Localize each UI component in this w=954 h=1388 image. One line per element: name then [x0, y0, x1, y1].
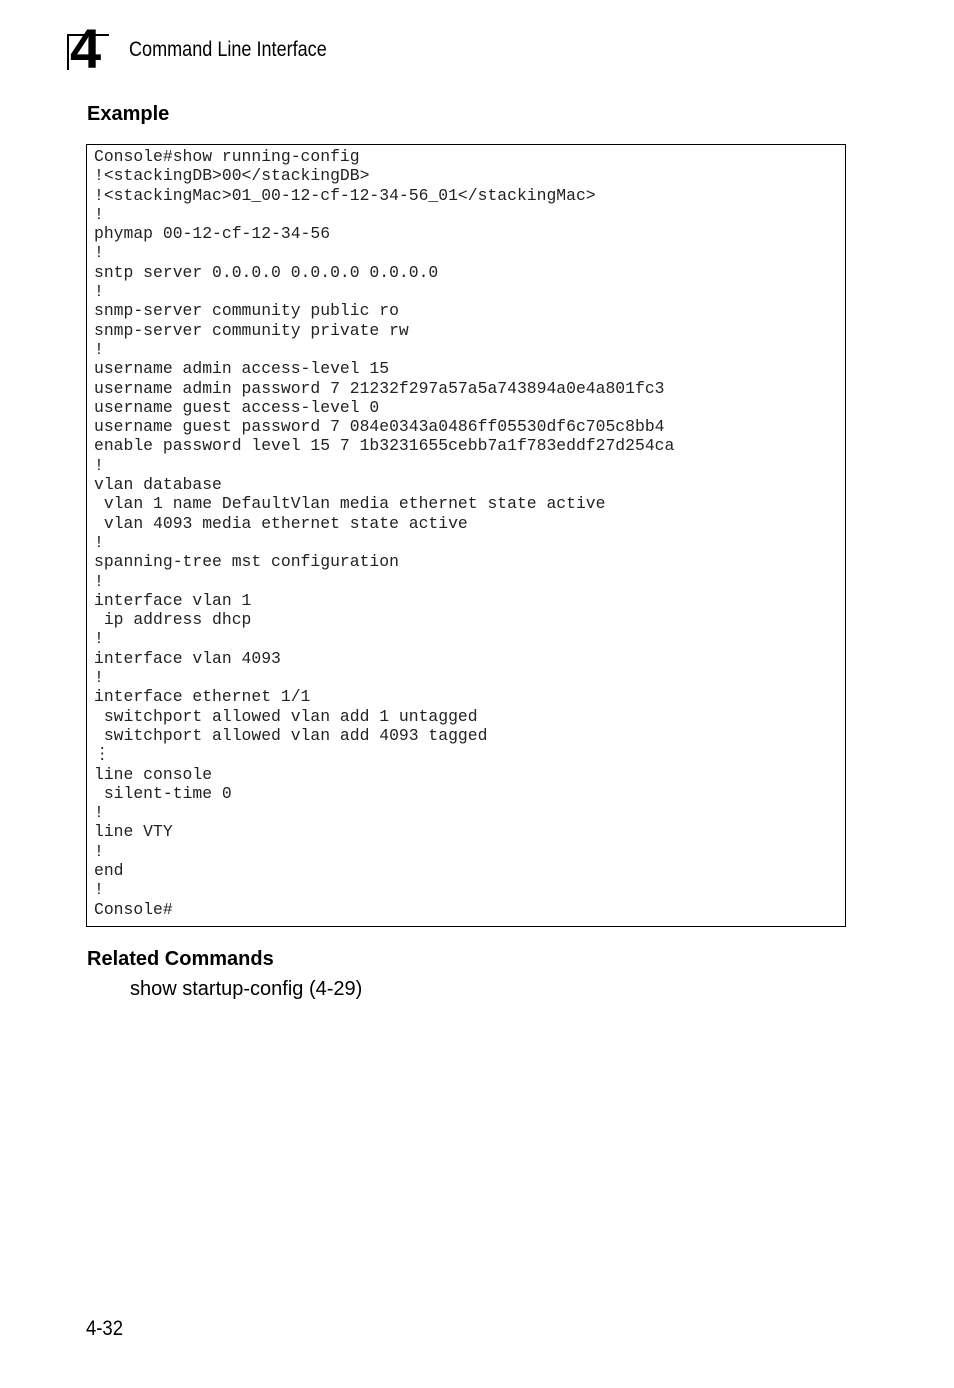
code-line: ! — [94, 880, 104, 900]
code-line: ⋮ — [94, 745, 111, 765]
code-line: end — [94, 860, 124, 880]
code-line: vlan 4093 media ethernet state active — [94, 513, 468, 533]
code-line: username admin password 7 21232f297a57a5a743894a0e4a801fc3 — [94, 378, 665, 398]
code-line: ! — [94, 668, 104, 688]
code-line: username guest password 7 084e0343a0486ff05530df6c705c8bb4 — [94, 417, 665, 437]
code-line: ! — [94, 841, 104, 861]
code-line: vlan database — [94, 475, 222, 495]
code-line: interface vlan 1 — [94, 590, 252, 610]
example-heading: Example — [87, 103, 170, 125]
code-line: interface ethernet 1/1 — [94, 687, 311, 707]
code-line: ! — [94, 282, 104, 302]
code-line: spanning-tree mst configuration — [94, 552, 399, 572]
code-line: ! — [94, 803, 104, 823]
code-example-lines — [94, 147, 674, 919]
code-line: snmp-server community private rw — [94, 320, 409, 340]
code-line: ! — [94, 339, 104, 359]
code-line: !<stackingMac>01_00-12-cf-12-34-56_01</stackingMac> — [94, 185, 596, 205]
page-number: 4-32 — [86, 1317, 123, 1340]
related-command-link[interactable]: show startup-config (4-29) — [130, 978, 363, 1000]
code-line: sntp server 0.0.0.0 0.0.0.0 0.0.0.0 — [94, 262, 439, 282]
code-line: ! — [94, 243, 104, 263]
code-line: switchport allowed vlan add 4093 tagged — [94, 725, 488, 745]
running-header-title: Command Line Interface — [129, 38, 327, 61]
code-line: ! — [94, 455, 104, 475]
code-line: silent-time 0 — [94, 783, 232, 803]
code-line: ip address dhcp — [94, 610, 252, 630]
code-line: ! — [94, 204, 104, 224]
code-line: enable password level 15 7 1b3231655cebb7a1f783eddf27d254ca — [94, 436, 675, 456]
code-line: interface vlan 4093 — [94, 648, 281, 668]
code-line: ! — [94, 571, 104, 591]
code-line: ! — [94, 629, 104, 649]
code-line: phymap 00-12-cf-12-34-56 — [94, 224, 331, 244]
code-line: snmp-server community public ro — [94, 301, 399, 321]
code-line: Console#show running-config — [94, 147, 360, 166]
code-line: username guest access-level 0 — [94, 397, 380, 417]
code-line: !<stackingDB>00</stackingDB> — [94, 166, 370, 186]
code-line: line VTY — [94, 822, 173, 842]
code-line: line console — [94, 764, 213, 784]
code-line: vlan 1 name DefaultVlan media ethernet state active — [94, 494, 606, 514]
code-line: switchport allowed vlan add 1 untagged — [94, 706, 478, 726]
code-line: ! — [94, 532, 104, 552]
chapter-number: 4 — [70, 17, 101, 80]
code-line: username admin access-level 15 — [94, 359, 390, 379]
related-commands-heading: Related Commands — [87, 948, 274, 970]
code-line: Console# — [94, 899, 173, 919]
